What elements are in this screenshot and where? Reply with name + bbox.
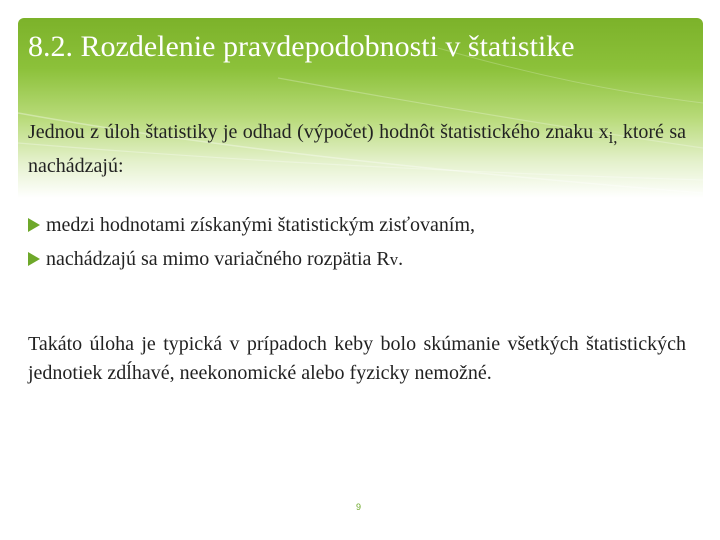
- bullet-list: [28, 214, 688, 282]
- bullet-tail: .: [398, 248, 404, 270]
- intro-text: [28, 118, 686, 180]
- arrow-bullet-icon: [28, 252, 40, 266]
- intro-tail: ktoré sa nachádzajú:: [28, 121, 686, 177]
- intro-main: Jednou z úloh štatistiky je odhad (výpočet) hodnôt štatistického znaku x: [28, 121, 609, 143]
- bullet-item: [28, 248, 688, 282]
- page-number: 9: [356, 502, 362, 512]
- body-paragraph: Takáto úloha je typická v prípadoch keby bolo skúmanie všetkých štatistických jednotiek zdĺhavé, neekonomické alebo fyzicky nemožné.: [28, 333, 686, 384]
- bullet-text: nachádzajú sa mimo variačného rozpätia R: [46, 248, 390, 270]
- bullet-item: [28, 214, 688, 248]
- bullet-subscript: v: [389, 250, 399, 269]
- bullet-text: medzi hodnotami získanými štatistickým zisťovaním,: [46, 214, 476, 236]
- slide-title: 8.2. Rozdelenie pravdepodobnosti v štatistike: [28, 30, 575, 63]
- arrow-bullet-icon: [28, 218, 40, 232]
- intro-subscript: i,: [608, 128, 618, 147]
